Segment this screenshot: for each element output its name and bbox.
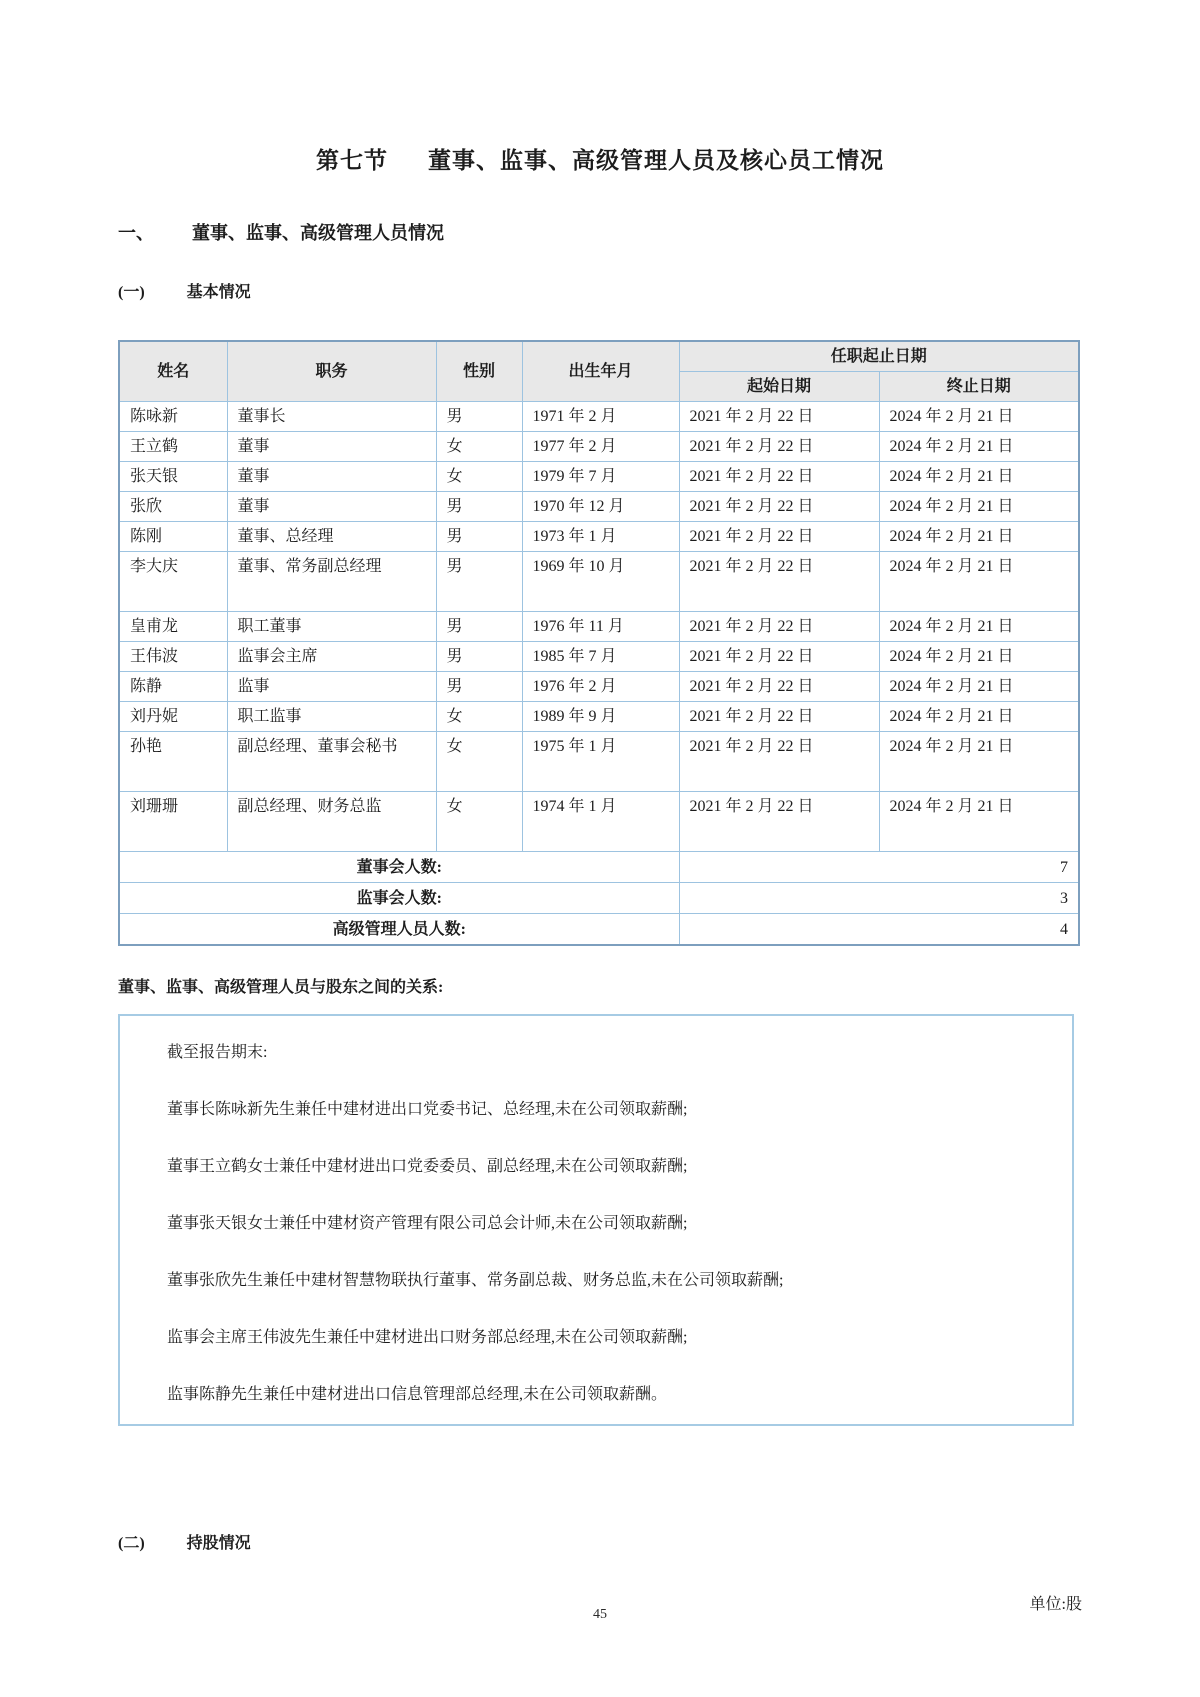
cell-start-date: 2021 年 2 月 22 日 [679,732,879,792]
subsection-1a-heading [118,279,1082,302]
page-content [118,0,1082,1614]
table-row [119,552,1079,612]
table-row [119,612,1079,642]
relationship-heading: 董事、监事、高级管理人员与股东之间的关系: [118,979,444,996]
cell-end-date: 2024 年 2 月 21 日 [879,432,1079,462]
col-header-birth: 出生年月 [522,341,679,402]
cell-name: 陈刚 [119,522,227,552]
relationship-paragraph: 监事会主席王伟波先生兼任中建材进出口财务部总经理,未在公司领取薪酬; [167,1329,688,1346]
cell-birth: 1976 年 2 月 [522,672,679,702]
cell-name: 陈咏新 [119,402,227,432]
cell-name: 张天银 [119,462,227,492]
relationship-paragraph: 董事王立鹤女士兼任中建材进出口党委委员、副总经理,未在公司领取薪酬; [167,1158,688,1175]
chapter-title [118,142,1082,175]
cell-end-date: 2024 年 2 月 21 日 [879,402,1079,432]
page-number: 45 [593,1607,607,1622]
cell-position: 职工董事 [227,612,436,642]
cell-start-date: 2021 年 2 月 22 日 [679,702,879,732]
cell-gender: 女 [436,792,522,852]
subsection-1a-title: 基本情况 [186,284,251,301]
relationship-paragraph: 监事陈静先生兼任中建材进出口信息管理部总经理,未在公司领取薪酬。 [167,1386,668,1403]
table-row [119,522,1079,552]
cell-gender: 女 [436,702,522,732]
cell-name: 刘丹妮 [119,702,227,732]
unit-note: 单位:股 [1029,1596,1082,1613]
cell-position: 监事 [227,672,436,702]
relationship-paragraph: 董事张天银女士兼任中建材资产管理有限公司总会计师,未在公司领取薪酬; [167,1215,688,1232]
summary-label: 监事会人数: [119,883,679,914]
cell-start-date: 2021 年 2 月 22 日 [679,612,879,642]
summary-row-supervisor-count [119,883,1079,914]
cell-position: 董事 [227,432,436,462]
cell-gender: 男 [436,492,522,522]
cell-position: 董事、总经理 [227,522,436,552]
cell-birth: 1974 年 1 月 [522,792,679,852]
table-row [119,792,1079,852]
summary-value: 4 [679,914,1079,946]
cell-position: 董事 [227,462,436,492]
cell-end-date: 2024 年 2 月 21 日 [879,792,1079,852]
cell-start-date: 2021 年 2 月 22 日 [679,492,879,522]
cell-start-date: 2021 年 2 月 22 日 [679,432,879,462]
col-header-name: 姓名 [119,341,227,402]
cell-gender: 男 [436,522,522,552]
cell-position: 董事长 [227,402,436,432]
cell-start-date: 2021 年 2 月 22 日 [679,552,879,612]
cell-gender: 男 [436,612,522,642]
summary-label: 董事会人数: [119,852,679,883]
cell-start-date: 2021 年 2 月 22 日 [679,462,879,492]
col-header-term: 任职起止日期 [679,341,1079,372]
cell-start-date: 2021 年 2 月 22 日 [679,402,879,432]
table-row [119,462,1079,492]
cell-gender: 男 [436,552,522,612]
cell-name: 王伟波 [119,642,227,672]
col-header-position: 职务 [227,341,436,402]
cell-position: 副总经理、董事会秘书 [227,732,436,792]
cell-end-date: 2024 年 2 月 21 日 [879,492,1079,522]
cell-name: 张欣 [119,492,227,522]
cell-gender: 男 [436,642,522,672]
cell-position: 监事会主席 [227,642,436,672]
cell-birth: 1977 年 2 月 [522,432,679,462]
cell-name: 李大庆 [119,552,227,612]
subsection-2-heading [118,1530,1082,1553]
table-row [119,732,1079,792]
cell-gender: 女 [436,462,522,492]
summary-value: 7 [679,852,1079,883]
cell-birth: 1975 年 1 月 [522,732,679,792]
col-header-start-date: 起始日期 [679,372,879,402]
cell-name: 孙艳 [119,732,227,792]
cell-position: 职工监事 [227,702,436,732]
summary-label: 高级管理人员人数: [119,914,679,946]
subsection-1a-number: (一) [118,284,145,301]
table-row [119,402,1079,432]
management-basic-info-table [118,340,1080,946]
cell-birth: 1971 年 2 月 [522,402,679,432]
cell-birth: 1989 年 9 月 [522,702,679,732]
table-row [119,642,1079,672]
chapter-number: 第七节 [316,148,388,173]
cell-birth: 1979 年 7 月 [522,462,679,492]
subsection-2-title: 持股情况 [186,1535,251,1552]
cell-end-date: 2024 年 2 月 21 日 [879,462,1079,492]
summary-value: 3 [679,883,1079,914]
cell-name: 陈静 [119,672,227,702]
cell-start-date: 2021 年 2 月 22 日 [679,642,879,672]
cell-name: 刘珊珊 [119,792,227,852]
cell-gender: 男 [436,402,522,432]
cell-birth: 1970 年 12 月 [522,492,679,522]
relationship-paragraph: 董事张欣先生兼任中建材智慧物联执行董事、常务副总裁、财务总监,未在公司领取薪酬; [167,1272,784,1289]
relationship-paragraph: 截至报告期末: [167,1044,268,1061]
cell-gender: 女 [436,732,522,792]
cell-birth: 1973 年 1 月 [522,522,679,552]
cell-end-date: 2024 年 2 月 21 日 [879,642,1079,672]
cell-gender: 女 [436,432,522,462]
cell-gender: 男 [436,672,522,702]
cell-start-date: 2021 年 2 月 22 日 [679,522,879,552]
cell-position: 副总经理、财务总监 [227,792,436,852]
cell-end-date: 2024 年 2 月 21 日 [879,672,1079,702]
cell-birth: 1969 年 10 月 [522,552,679,612]
summary-row-board-count [119,852,1079,883]
table-row [119,672,1079,702]
cell-end-date: 2024 年 2 月 21 日 [879,612,1079,642]
cell-end-date: 2024 年 2 月 21 日 [879,522,1079,552]
relationship-box [118,1014,1074,1426]
section-1-heading [118,219,1082,245]
col-header-end-date: 终止日期 [879,372,1079,402]
cell-end-date: 2024 年 2 月 21 日 [879,552,1079,612]
table-row [119,702,1079,732]
cell-birth: 1976 年 11 月 [522,612,679,642]
cell-name: 皇甫龙 [119,612,227,642]
cell-start-date: 2021 年 2 月 22 日 [679,672,879,702]
subsection-2-number: (二) [118,1535,145,1552]
cell-start-date: 2021 年 2 月 22 日 [679,792,879,852]
cell-birth: 1985 年 7 月 [522,642,679,672]
table-row [119,492,1079,522]
cell-end-date: 2024 年 2 月 21 日 [879,702,1079,732]
cell-name: 王立鹤 [119,432,227,462]
table-header [119,341,1079,402]
col-header-gender: 性别 [436,341,522,402]
chapter-title-text: 董事、监事、高级管理人员及核心员工情况 [428,148,884,173]
table-row [119,432,1079,462]
relationship-paragraph: 董事长陈咏新先生兼任中建材进出口党委书记、总经理,未在公司领取薪酬; [167,1101,688,1118]
section-1-number: 一、 [118,223,154,243]
cell-position: 董事、常务副总经理 [227,552,436,612]
cell-position: 董事 [227,492,436,522]
summary-row-senior-mgmt-count [119,914,1079,946]
cell-end-date: 2024 年 2 月 21 日 [879,732,1079,792]
section-1-title: 董事、监事、高级管理人员情况 [192,223,444,243]
